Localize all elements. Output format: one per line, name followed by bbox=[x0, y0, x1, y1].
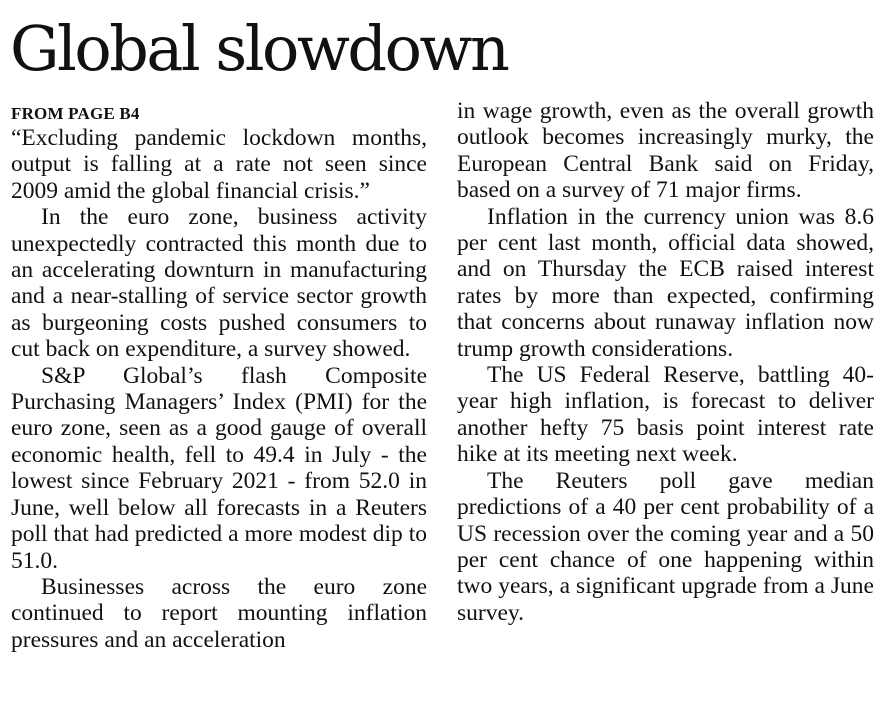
paragraph: In the euro zone, business activity unexpectedly contracted this month due to an accelerating downturn in manufacturing and a near-stalling of service sector growth as burgeoning costs pushed consumers to cut back on expenditure, a survey showed. bbox=[11, 204, 427, 363]
headline: Global slowdown bbox=[10, 12, 508, 85]
jump-line: FROM PAGE B4 bbox=[11, 104, 140, 123]
right-column bbox=[457, 98, 874, 626]
paragraph: Inflation in the currency union was 8.6 per cent last month, official data showed, and on Thursday the ECB raised interest rates by more than expected, confirming that concerns about runaway inflation now trump growth considerations. bbox=[457, 203, 874, 362]
paragraph: Businesses across the euro zone continued to report mounting inflation pressures and an acceleration bbox=[11, 573, 427, 653]
paragraph: in wage growth, even as the overall growth outlook becomes increasingly murky, the European Central Bank said on Friday, based on a survey of 71 major firms. bbox=[457, 98, 874, 204]
left-column bbox=[11, 102, 427, 653]
paragraph: “Excluding pandemic lockdown months, output is falling at a rate not seen since 2009 amid the global financial crisis.” bbox=[11, 125, 427, 204]
paragraph: The US Federal Reserve, battling 40-year high inflation, is forecast to deliver another hefty 75 basis point interest rate hike at its meeting next week. bbox=[457, 362, 874, 468]
paragraph: The Reuters poll gave median predictions of a 40 per cent probability of a US recession over the coming year and a 50 per cent chance of one happening within two years, a significant upgrade from a June survey. bbox=[457, 467, 874, 626]
paragraph: S&P Global’s flash Composite Purchasing Managers’ Index (PMI) for the euro zone, seen as a good gauge of overall economic health, fell to 49.4 in July - the lowest since February 2021 - from 52.0 in June, well below all forecasts in a Reuters poll that had predicted a more modest dip to 51.0. bbox=[11, 362, 427, 574]
